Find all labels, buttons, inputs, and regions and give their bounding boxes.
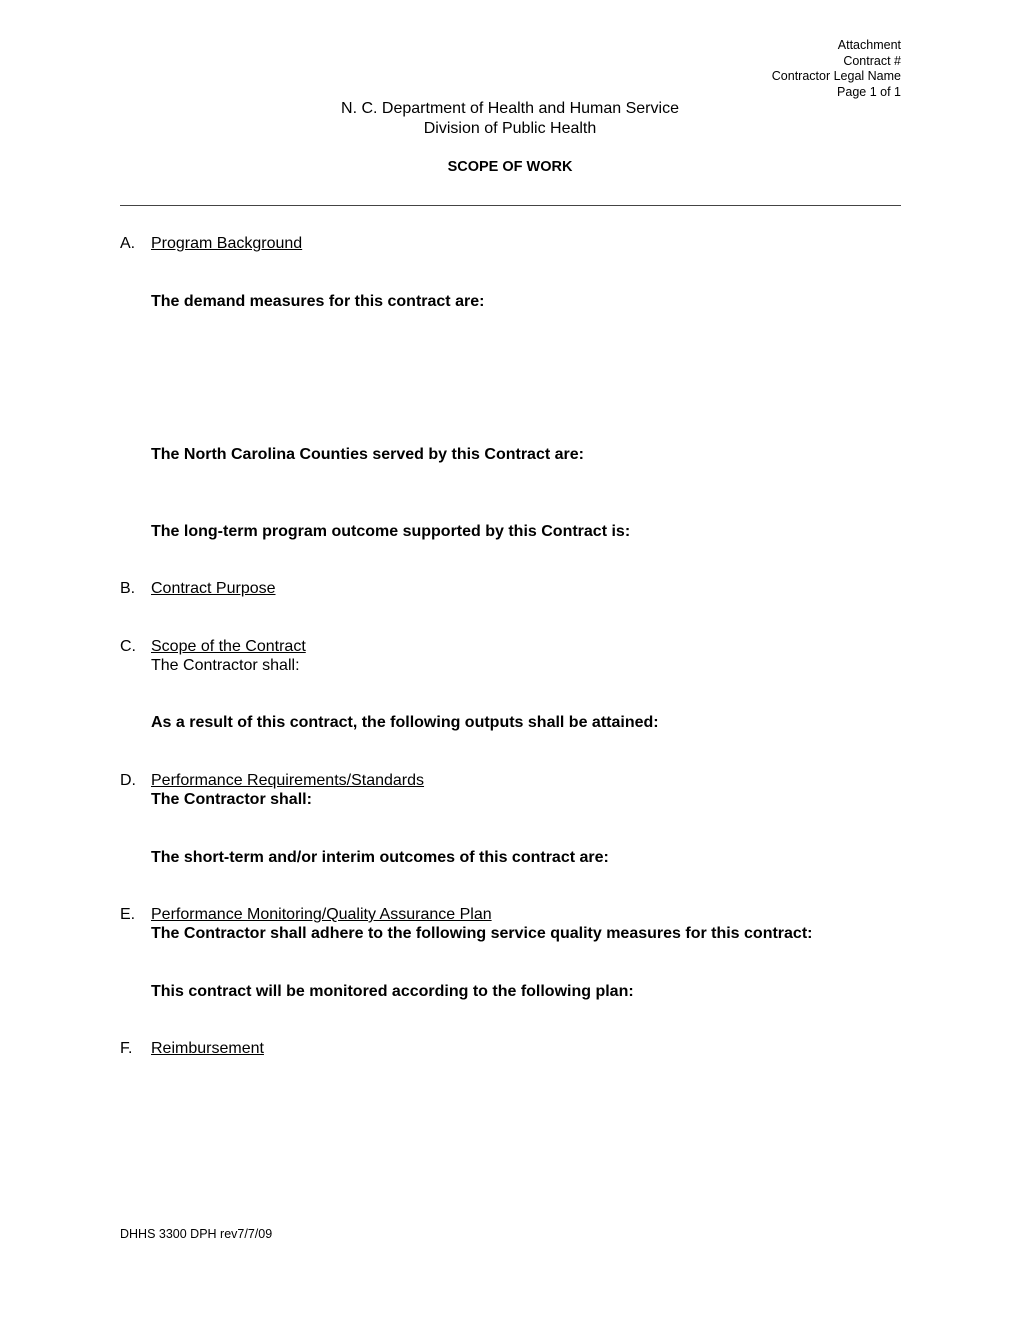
section-c-letter: C. <box>120 638 136 655</box>
section-d-contractor-shall: The Contractor shall: <box>151 791 312 808</box>
short-term-outcomes-heading: The short-term and/or interim outcomes of this contract are: <box>151 849 609 866</box>
outputs-heading: As a result of this contract, the following outputs shall be attained: <box>151 714 659 731</box>
section-b-letter: B. <box>120 580 136 597</box>
section-f-letter: F. <box>120 1040 133 1057</box>
header-divider <box>120 205 901 206</box>
demand-measures-heading: The demand measures for this contract are: <box>151 293 485 310</box>
section-b-title: Contract Purpose <box>151 580 276 597</box>
section-a-title: Program Background <box>151 235 303 252</box>
quality-measures-heading: The Contractor shall adhere to the following service quality measures for this contract: <box>151 925 813 942</box>
section-a-letter: A. <box>120 235 136 252</box>
section-c-title: Scope of the Contract <box>151 638 306 655</box>
header-attachment: Attachment <box>837 38 901 52</box>
section-d-letter: D. <box>120 772 136 789</box>
long-term-outcome-heading: The long-term program outcome supported by this Contract is: <box>151 523 631 540</box>
section-e-title: Performance Monitoring/Quality Assurance Plan <box>151 906 492 923</box>
header-contractor-name: Contractor Legal Name <box>771 69 901 83</box>
division-name: Division of Public Health <box>423 120 597 137</box>
counties-heading: The North Carolina Counties served by this Contract are: <box>151 446 584 463</box>
section-d-title: Performance Requirements/Standards <box>151 772 425 789</box>
header-block <box>772 38 901 100</box>
monitoring-plan-heading: This contract will be monitored according to the following plan: <box>151 983 634 1000</box>
section-c-contractor-shall: The Contractor shall: <box>151 657 300 674</box>
document-title: SCOPE OF WORK <box>447 159 573 175</box>
header-page-number: Page 1 of 1 <box>837 84 901 99</box>
department-name: N. C. Department of Health and Human Service <box>341 100 679 117</box>
form-id-footer: DHHS 3300 DPH rev7/7/09 <box>120 1227 273 1241</box>
section-e-letter: E. <box>120 906 136 923</box>
header-contract-number: Contract # <box>843 53 901 68</box>
section-f-title: Reimbursement <box>151 1040 264 1057</box>
